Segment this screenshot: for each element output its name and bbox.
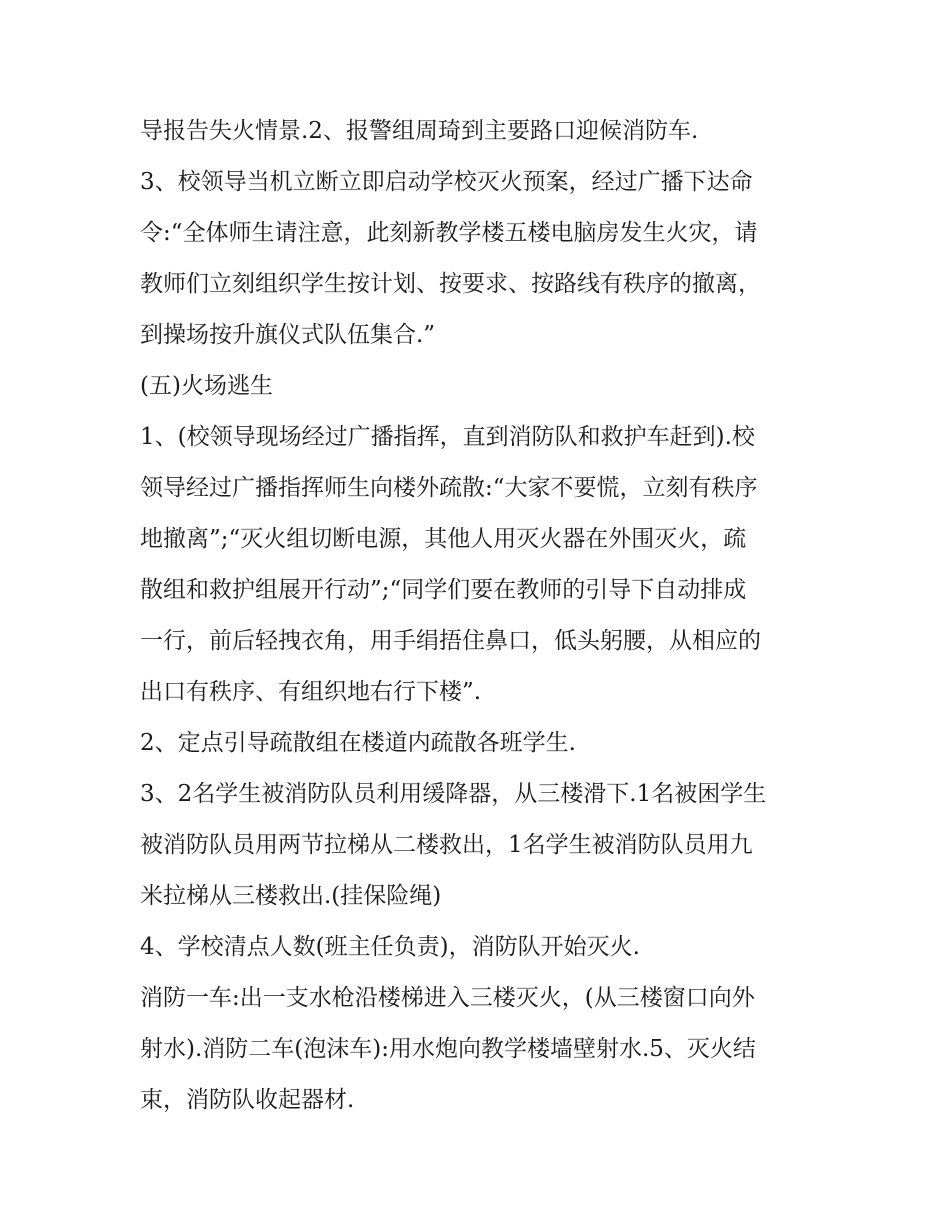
text-line: 1、(校领导现场经过广播指挥，直到消防队和救护车赶到).校 bbox=[140, 424, 755, 450]
text-line: 令:“全体师生请注意，此刻新教学楼五楼电脑房发生火灾，请 bbox=[140, 220, 758, 246]
text-line: 地撤离”;“灭火组切断电源，其他人用灭火器在外围灭火，疏 bbox=[140, 526, 747, 552]
text-line: 出口有秩序、有组织地右行下楼”. bbox=[140, 679, 482, 705]
text-line: 领导经过广播指挥师生向楼外疏散:“大家不要慌，立刻有秩序 bbox=[140, 475, 758, 501]
text-line: 束，消防队收起器材. bbox=[140, 1087, 355, 1113]
text-line: 4、学校清点人数(班主任负责)，消防队开始灭火. bbox=[140, 934, 640, 960]
text-line: 消防一车:出一支水枪沿楼梯进入三楼灭火，(从三楼窗口向外 bbox=[140, 985, 755, 1011]
text-line: 散组和救护组展开行动”;“同学们要在教师的引导下自动排成 bbox=[140, 577, 747, 603]
text-line: 米拉梯从三楼救出.(挂保险绳) bbox=[140, 883, 442, 909]
text-line: 3、校领导当机立断立即启动学校灭火预案，经过广播下达命 bbox=[140, 169, 753, 195]
text-line: 射水).消防二车(泡沫车):用水炮向教学楼墙壁射水.5、灭火结 bbox=[140, 1036, 756, 1062]
section-heading: (五)火场逃生 bbox=[140, 373, 273, 399]
text-line: 3、2名学生被消防队员利用缓降器，从三楼滑下.1名被困学生 bbox=[140, 781, 767, 807]
text-line: 教师们立刻组织学生按计划、按要求、按路线有秩序的撤离， bbox=[140, 271, 761, 297]
text-line: 2、定点引导疏散组在楼道内疏散各班学生. bbox=[140, 730, 576, 756]
text-line: 到操场按升旗仪式队伍集合.” bbox=[140, 322, 436, 348]
document-body bbox=[140, 106, 830, 1126]
text-line: 一行，前后轻拽衣角，用手绢捂住鼻口，低头躬腰，从相应的 bbox=[140, 628, 761, 654]
text-line: 导报告失火情景.2、报警组周琦到主要路口迎候消防车. bbox=[140, 118, 699, 144]
text-line: 被消防队员用两节拉梯从二楼救出，1名学生被消防队员用九 bbox=[140, 832, 753, 858]
